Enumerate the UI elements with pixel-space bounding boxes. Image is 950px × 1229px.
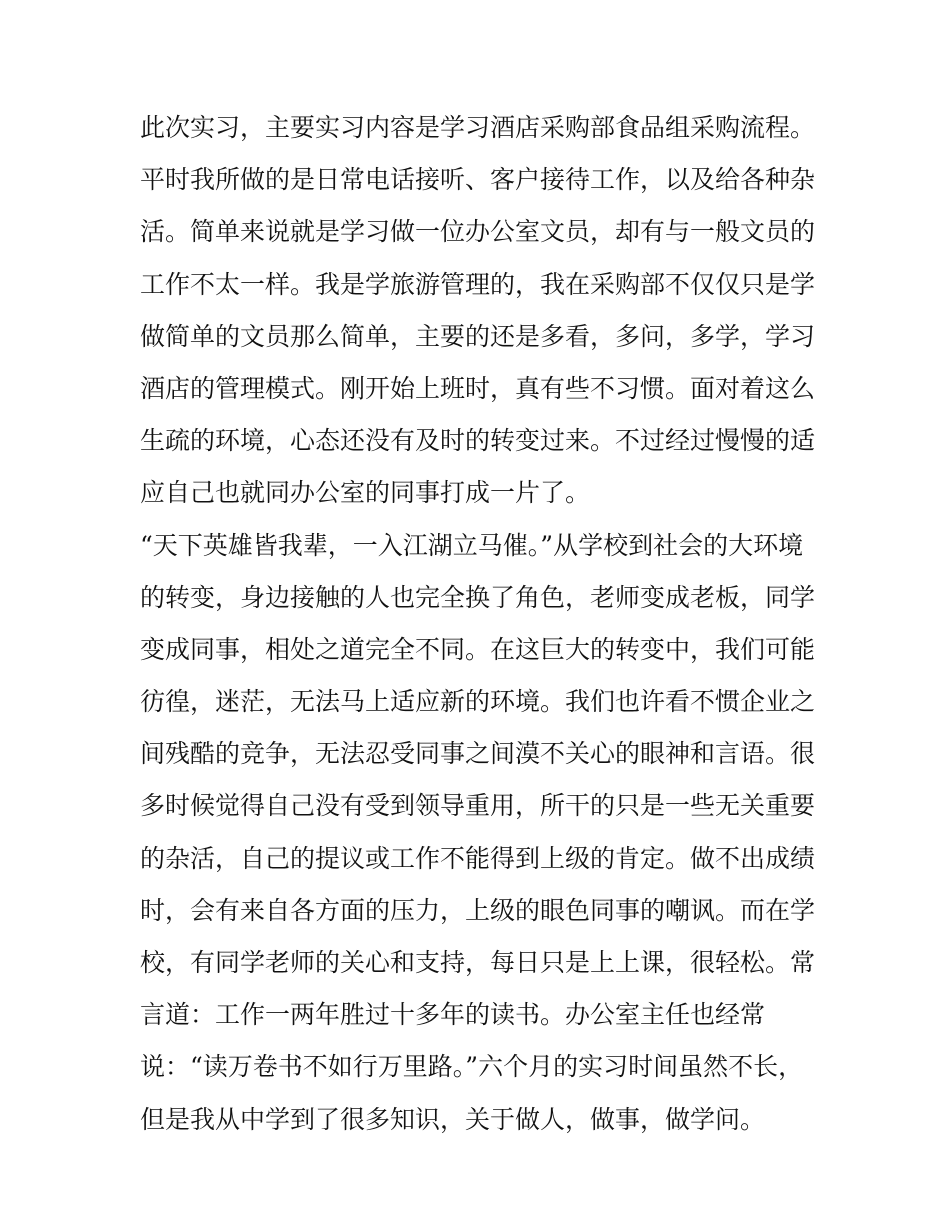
text-line-12: 彷徨，迷茫，无法马上适应新的环境。我们也许看不惯企业之 [140, 687, 816, 717]
text-line-11: 变成同事，相处之道完全不同。在这巨大的转变中，我们可能 [140, 634, 816, 664]
text-line-3: 活。简单来说就是学习做一位办公室文员，却有与一般文员的 [140, 217, 816, 247]
text-line-9: “天下英雄皆我辈，一入江湖立马催。”从学校到社会的大环境 [140, 530, 804, 560]
text-line-19: 说：“读万卷书不如行万里路。”六个月的实习时间虽然不长， [140, 1052, 804, 1082]
text-line-2: 平时我所做的是日常电话接听、客户接待工作，以及给各种杂 [140, 165, 816, 195]
text-line-7: 生疏的环境，心态还没有及时的转变过来。不过经过慢慢的适 [140, 426, 816, 456]
text-line-20: 但是我从中学到了很多知识，关于做人，做事，做学问。 [140, 1104, 766, 1134]
text-line-4: 工作不太一样。我是学旅游管理的，我在采购部不仅仅只是学 [140, 269, 816, 299]
text-line-13: 间残酷的竞争，无法忍受同事之间漠不关心的眼神和言语。很 [140, 739, 816, 769]
text-line-1: 此次实习，主要实习内容是学习酒店采购部食品组采购流程。 [140, 113, 816, 142]
text-line-6: 酒店的管理模式。刚开始上班时，真有些不习惯。面对着这么 [140, 373, 816, 403]
text-line-5: 做简单的文员那么简单，主要的还是多看，多问，多学，学习 [140, 321, 816, 351]
text-line-10: 的转变，身边接触的人也完全换了角色，老师变成老板，同学 [140, 582, 816, 612]
text-line-18: 言道：工作一两年胜过十多年的读书。办公室主任也经常 [140, 1000, 766, 1030]
text-line-16: 时，会有来自各方面的压力，上级的眼色同事的嘲讽。而在学 [140, 895, 816, 925]
body-text [140, 102, 820, 1146]
text-line-14: 多时候觉得自己没有受到领导重用，所干的只是一些无关重要 [140, 791, 816, 821]
text-line-15: 的杂活，自己的提议或工作不能得到上级的肯定。做不出成绩 [140, 843, 816, 873]
text-line-8: 应自己也就同办公室的同事打成一片了。 [140, 478, 591, 508]
text-line-17: 校，有同学老师的关心和支持，每日只是上上课，很轻松。常 [140, 948, 816, 977]
